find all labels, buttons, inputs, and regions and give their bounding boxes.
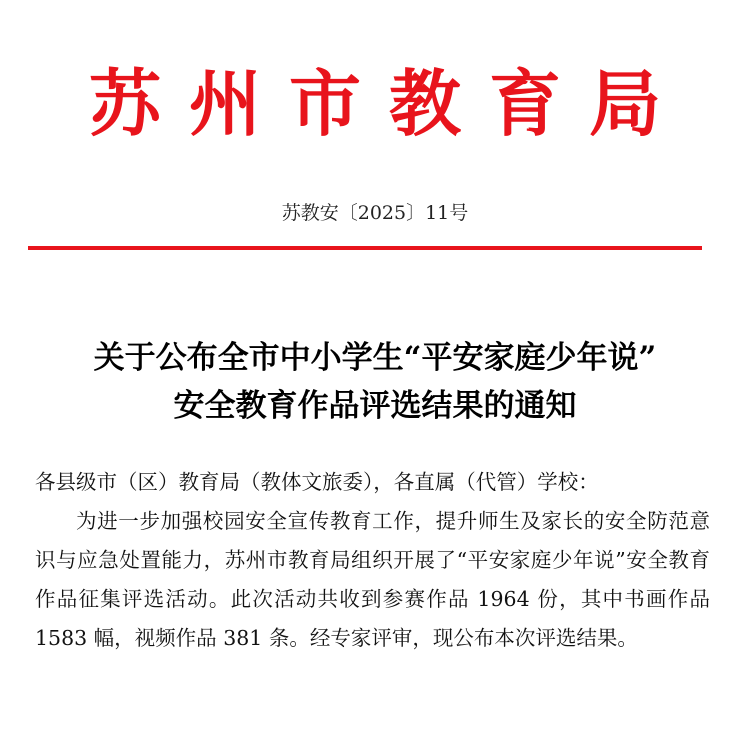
document-number: 苏教安〔2025〕11号 (281, 202, 469, 224)
red-divider-line (28, 246, 702, 250)
body-paragraph: 为进一步加强校园安全宣传教育工作，提升师生及家长的安全防范意识与应急处置能力，苏州市教育局组织开展了“平安家庭少年说”安全教育作品征集评选活动。此次活动共收到参赛作品 1964 份，其中书画作品 1583 幅，视频作品 381 条。经专家评审，现公布本次评选结果。 (35, 509, 710, 650)
document-title (0, 334, 750, 430)
title-line-1: 关于公布全市中小学生“平安家庭少年说” (93, 340, 657, 376)
document-body (35, 463, 710, 658)
recipient-line: 各县级市（区）教育局（教体文旅委），各直属（代管）学校： (35, 470, 599, 494)
issuer-masthead: 苏州市教育局 (88, 61, 689, 146)
title-line-2: 安全教育作品评选结果的通知 (173, 388, 577, 424)
